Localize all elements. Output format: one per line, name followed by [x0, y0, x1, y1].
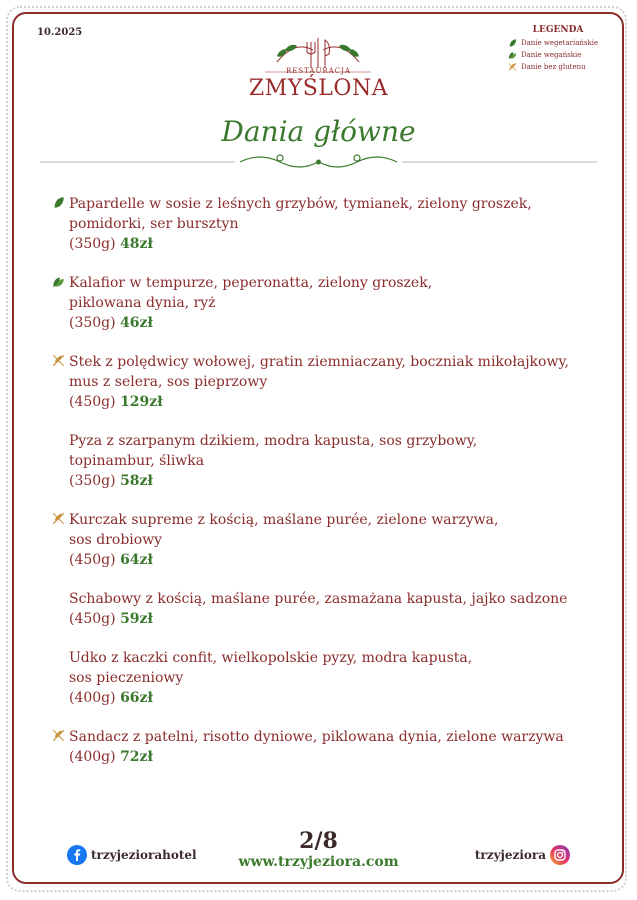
dish-name: Schabowy z kością, maślane purée, zasmażana kapusta, jajko sadzone	[69, 591, 568, 607]
menu-item	[69, 194, 609, 254]
dish-name: Pyza z szarpanym dzikiem, modra kapusta, sos grzybowy,	[69, 433, 478, 449]
dish-price: 58zł	[120, 473, 153, 489]
dish-name-continued: piklowana dynia, ryż	[69, 295, 216, 311]
dish-price-line	[69, 234, 609, 254]
dish-weight: (350g)	[69, 236, 116, 252]
menu-date: 10.2025	[37, 27, 83, 38]
dish-weight: (350g)	[69, 473, 116, 489]
wheat-icon	[52, 354, 65, 367]
dish-name-continued: topinambur, śliwka	[69, 453, 205, 469]
dish-name-continued: sos pieczeniowy	[69, 670, 184, 686]
legend-item-vegetarian: Danie wegetariańskie	[508, 37, 608, 49]
dish-name: Papardelle w sosie z leśnych grzybów, tymianek, zielony groszek,	[69, 196, 532, 212]
dish-price-line	[69, 392, 609, 412]
dish-name: Udko z kaczki confit, wielkopolskie pyzy, modra kapusta,	[69, 650, 473, 666]
menu-item	[69, 510, 609, 570]
dish-name-continued: pomidorki, ser bursztyn	[69, 216, 239, 232]
dish-price-line	[69, 471, 609, 491]
instagram-handle[interactable]: trzyjeziora	[474, 848, 546, 862]
menu-item	[69, 589, 609, 629]
legend-title: LEGENDA	[532, 25, 584, 35]
dish-price: 59zł	[120, 611, 153, 627]
menu-item	[69, 648, 609, 708]
dish-name: Sandacz z patelni, risotto dyniowe, piklowana dynia, zielone warzywa	[69, 729, 564, 745]
dish-name-continued: mus z selera, sos pieprzowy	[69, 374, 268, 390]
dish-price: 48zł	[120, 236, 153, 252]
instagram-link[interactable]	[475, 845, 570, 865]
website-link[interactable]: www.trzyjeziora.com	[238, 854, 399, 870]
dish-price: 72zł	[120, 749, 153, 765]
leaf-icon	[508, 38, 517, 48]
dish-price: 129zł	[120, 394, 163, 410]
dish-price-line	[69, 313, 609, 333]
dish-price-line	[69, 609, 609, 629]
wheat-icon	[52, 729, 65, 742]
instagram-icon[interactable]	[550, 845, 570, 865]
facebook-handle[interactable]: trzyjeziorahotel	[91, 848, 197, 862]
dish-name: Kalafior w tempurze, peperonatta, zielony groszek,	[69, 275, 433, 291]
dish-price: 46zł	[120, 315, 153, 331]
legend	[508, 25, 608, 73]
dish-price-line	[69, 550, 609, 570]
dish-weight: (400g)	[69, 749, 116, 765]
legend-item-vegan: Danie wegańskie	[508, 49, 608, 61]
dish-price-line	[69, 688, 609, 708]
menu-item	[69, 273, 609, 333]
dish-price-line	[69, 747, 609, 767]
page-number: 2/8	[299, 828, 338, 854]
page-title: Dania główne	[221, 115, 416, 148]
dish-name: Kurczak supreme z kością, maślane purée, zielone warzywa,	[69, 512, 499, 528]
wheat-icon	[52, 512, 65, 525]
dish-weight: (450g)	[69, 611, 116, 627]
dish-name-continued: sos drobiowy	[69, 532, 163, 548]
dish-name: Stek z polędwicy wołowej, gratin ziemniaczany, boczniak mikołajkowy,	[69, 354, 569, 370]
dish-weight: (400g)	[69, 690, 116, 706]
menu-item	[69, 431, 609, 491]
menu-item	[69, 727, 609, 767]
dish-price: 64zł	[120, 552, 153, 568]
wheat-icon	[508, 62, 517, 72]
double-leaf-icon	[508, 50, 517, 60]
dish-price: 66zł	[120, 690, 153, 706]
ornamental-divider	[40, 150, 597, 174]
dish-weight: (450g)	[69, 394, 116, 410]
dish-weight: (350g)	[69, 315, 116, 331]
logo-subtitle: RESTAURACJA	[286, 67, 351, 75]
double-leaf-icon	[52, 275, 65, 288]
leaf-icon	[52, 196, 65, 209]
legend-item-gluten-free: Danie bez glutenu	[508, 61, 608, 73]
menu-item	[69, 352, 609, 412]
dish-weight: (450g)	[69, 552, 116, 568]
logo-name: ZMYŚLONA	[248, 76, 389, 101]
